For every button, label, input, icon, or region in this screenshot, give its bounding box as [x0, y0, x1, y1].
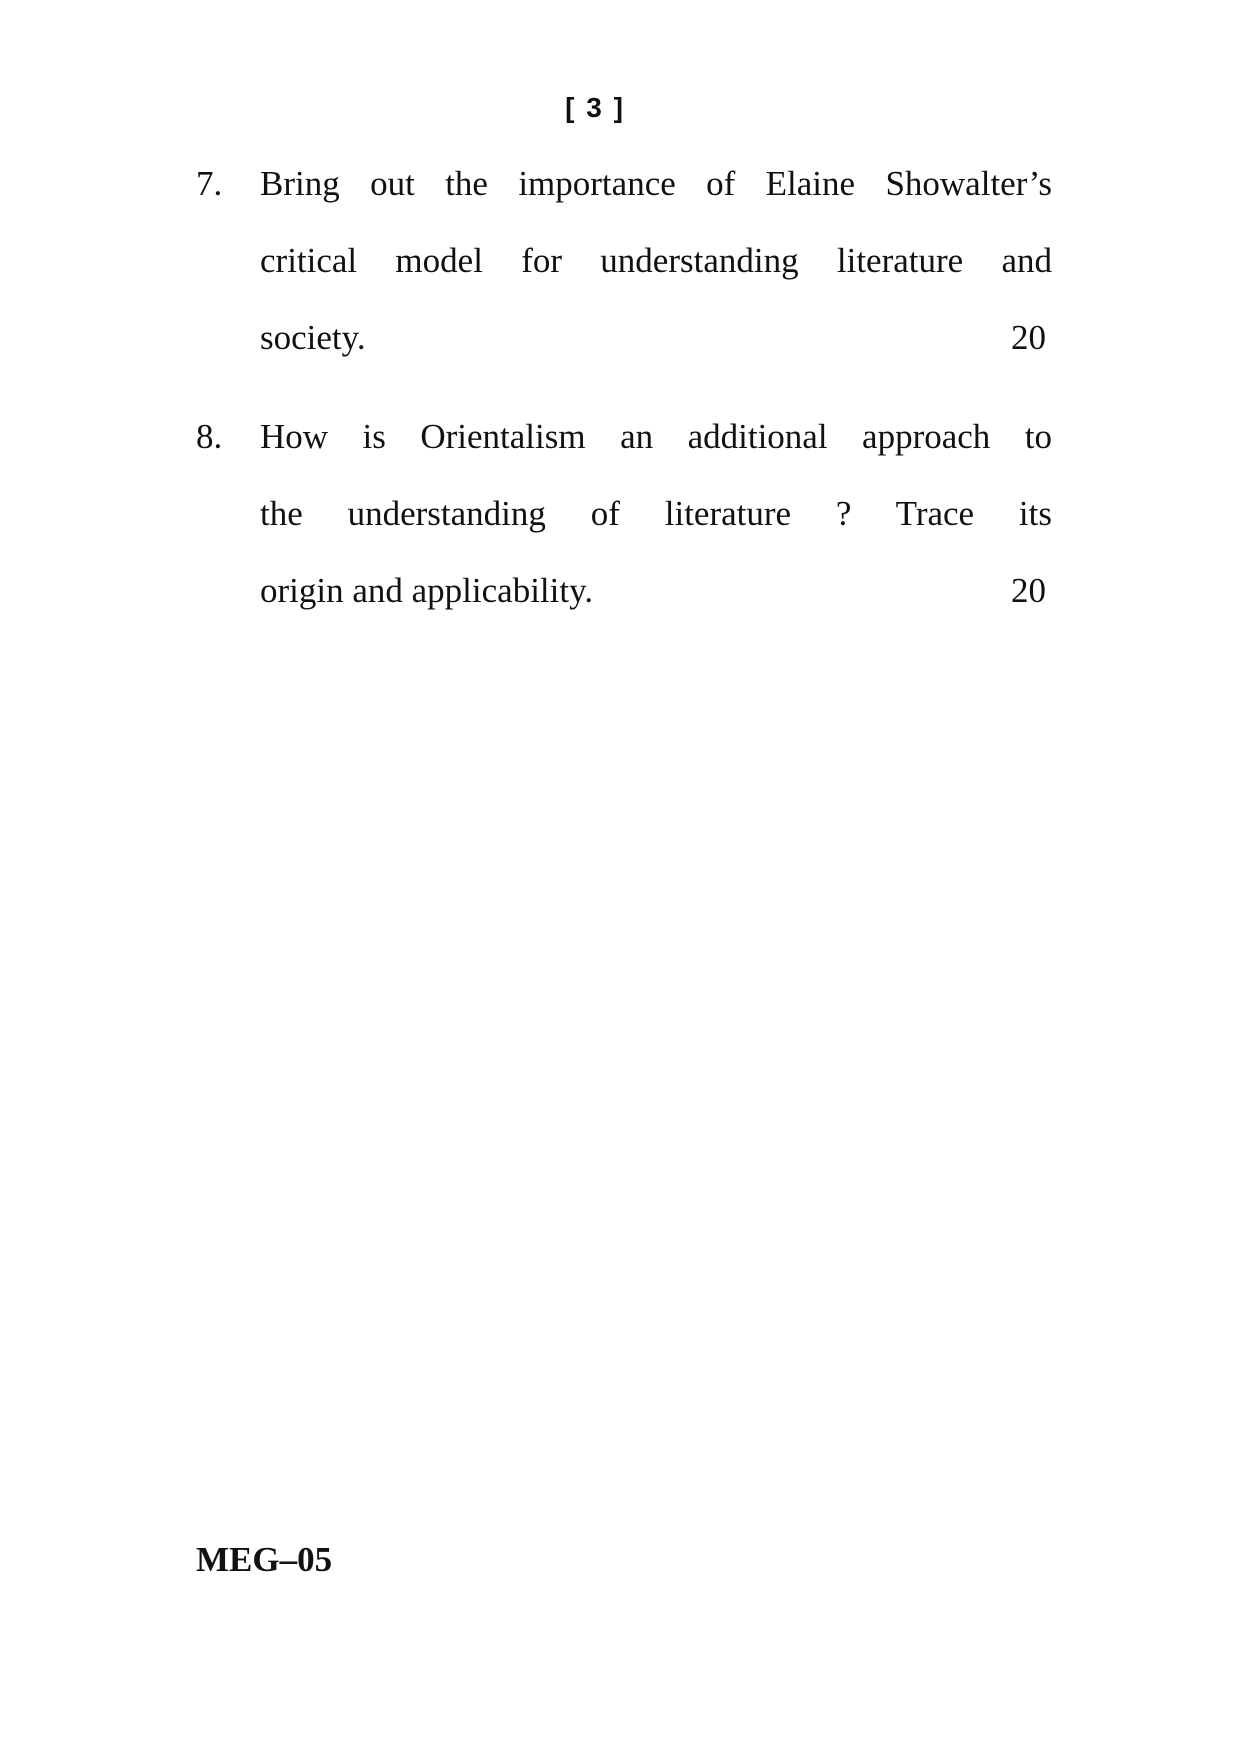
- question-marks: 20: [1011, 318, 1046, 357]
- question-line-last: [260, 299, 1052, 376]
- question-line: Bring out the importance of Elaine Showalter’s: [260, 164, 1052, 203]
- question-line: critical model for understanding literature and: [260, 241, 1052, 280]
- question-marks: 20: [1011, 571, 1046, 610]
- course-code: MEG–05: [196, 1540, 333, 1579]
- question-8: [196, 398, 1052, 629]
- question-line: the understanding of literature ? Trace its: [260, 494, 1052, 533]
- page-number: [ 3 ]: [565, 92, 625, 123]
- question-number: 7.: [196, 164, 223, 203]
- question-number: 8.: [196, 417, 223, 456]
- question-line: society.: [260, 318, 366, 357]
- question-line: origin and applicability.: [260, 571, 594, 610]
- question-7: [196, 145, 1052, 376]
- question-line: How is Orientalism an additional approach to: [260, 417, 1052, 456]
- question-text: [260, 398, 1052, 629]
- question-text: [260, 145, 1052, 376]
- question-line-last: [260, 552, 1052, 629]
